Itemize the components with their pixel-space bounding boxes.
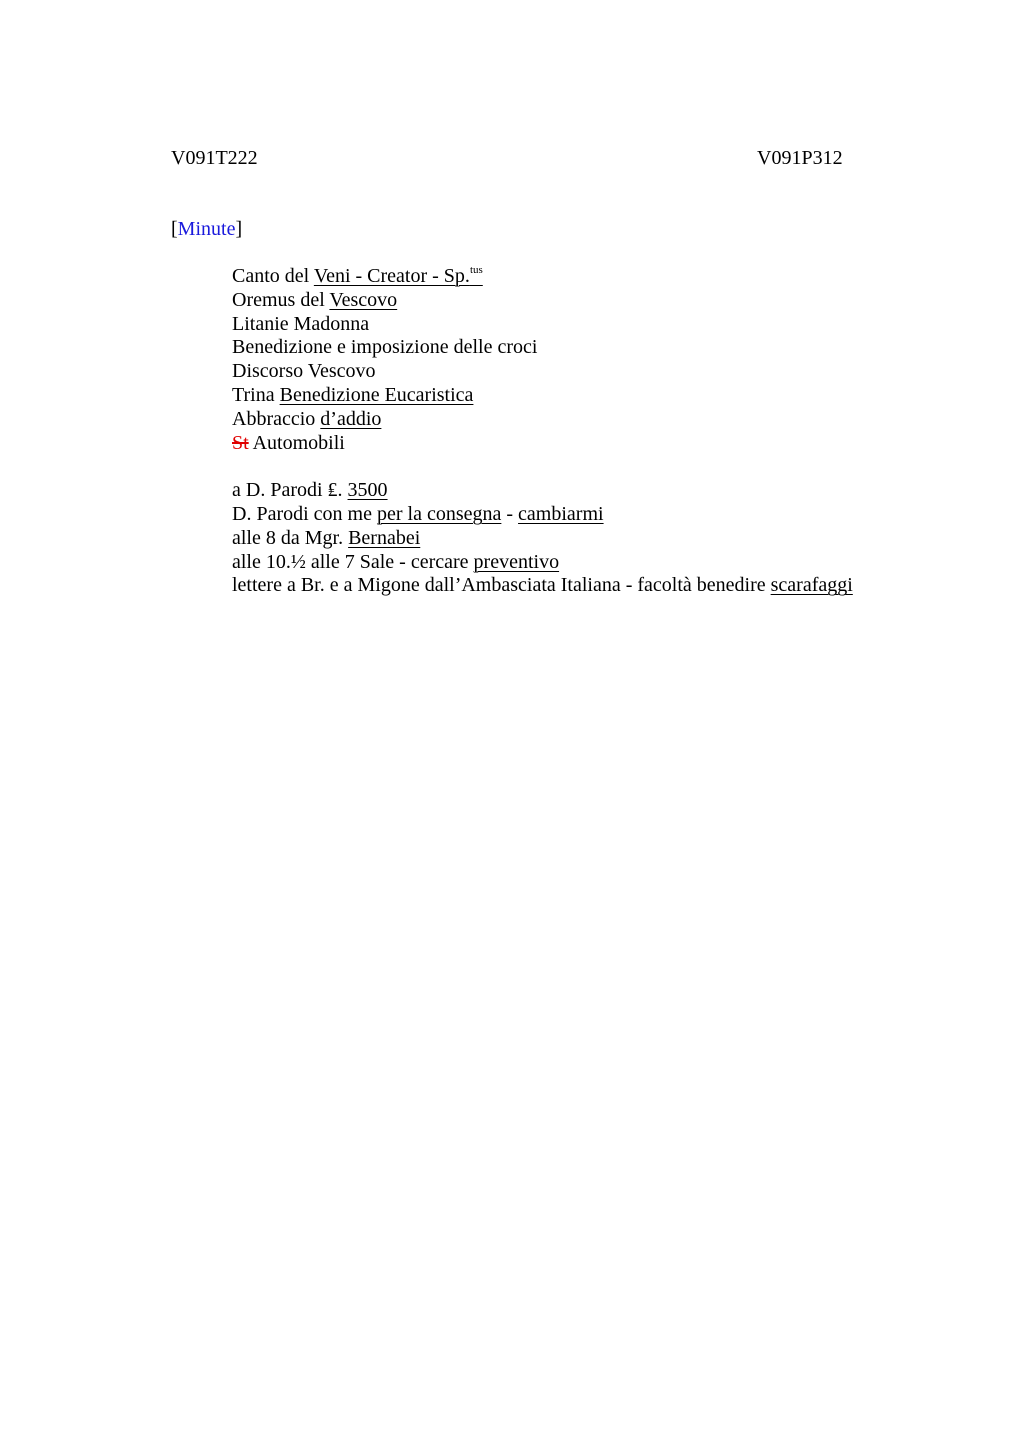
line-8-text: Automobili bbox=[248, 431, 345, 454]
line-11-underlined: Bernabei bbox=[348, 526, 421, 549]
text-line-12 bbox=[232, 551, 992, 575]
text-line-1 bbox=[232, 265, 992, 289]
line-6-underlined: Benedizione Eucaristica bbox=[279, 383, 474, 406]
text-line-10 bbox=[232, 503, 992, 527]
line-1-underlined bbox=[314, 265, 483, 287]
line-8-deleted-text: St bbox=[232, 431, 249, 454]
line-9-underlined: 3500 bbox=[347, 479, 388, 502]
text-line-2 bbox=[232, 289, 992, 313]
text-line-3 bbox=[232, 313, 992, 337]
text-line-9 bbox=[232, 479, 992, 503]
line-13-underlined: scarafaggi bbox=[770, 574, 853, 597]
section-label bbox=[171, 217, 242, 241]
line-13-text: lettere a Br. e a Migone dall’Ambasciata Italiana - facoltà benedire bbox=[232, 574, 771, 597]
line-5-text: Discorso Vescovo bbox=[232, 360, 376, 383]
line-9-text: a D. Parodi ₤. bbox=[232, 479, 348, 502]
line-10-underlined-2: cambiarmi bbox=[518, 502, 604, 525]
text-line-4 bbox=[232, 336, 992, 360]
line-11-text: alle 8 da Mgr. bbox=[232, 526, 349, 549]
open-bracket: [ bbox=[171, 218, 178, 240]
close-bracket: ] bbox=[235, 218, 243, 240]
line-1-underlined-text: Veni - Creator - Sp. bbox=[313, 265, 470, 287]
line-10-underlined-1: per la consegna bbox=[376, 502, 502, 525]
line-2-underlined: Vescovo bbox=[329, 288, 398, 311]
line-4-text: Benedizione e imposizione delle croci bbox=[232, 336, 538, 359]
text-line-5 bbox=[232, 360, 992, 384]
line-10-text: D. Parodi con me bbox=[232, 502, 377, 525]
line-1-text: Canto del bbox=[232, 265, 314, 287]
document-code-left: V091T222 bbox=[171, 147, 258, 169]
text-line-11 bbox=[232, 527, 992, 551]
section-label-text: Minute bbox=[177, 218, 236, 240]
line-3-text: Litanie Madonna bbox=[232, 312, 370, 335]
line-10-separator: - bbox=[501, 502, 519, 525]
text-line-13 bbox=[232, 574, 992, 598]
text-line-7 bbox=[232, 408, 992, 432]
line-7-underlined: d’addio bbox=[320, 407, 382, 430]
line-2-text: Oremus del bbox=[232, 288, 330, 311]
line-7-text: Abbraccio bbox=[232, 407, 321, 430]
line-12-underlined: preventivo bbox=[473, 550, 560, 573]
text-line-8 bbox=[232, 432, 992, 456]
line-12-text: alle 10.½ alle 7 Sale - cercare bbox=[232, 550, 474, 573]
paragraph-spacer bbox=[232, 455, 992, 479]
document-code-right: V091P312 bbox=[757, 147, 843, 169]
text-line-6 bbox=[232, 384, 992, 408]
line-6-text: Trina bbox=[232, 383, 280, 406]
line-1-superscript: tus bbox=[469, 264, 483, 276]
minute-text bbox=[232, 265, 992, 598]
